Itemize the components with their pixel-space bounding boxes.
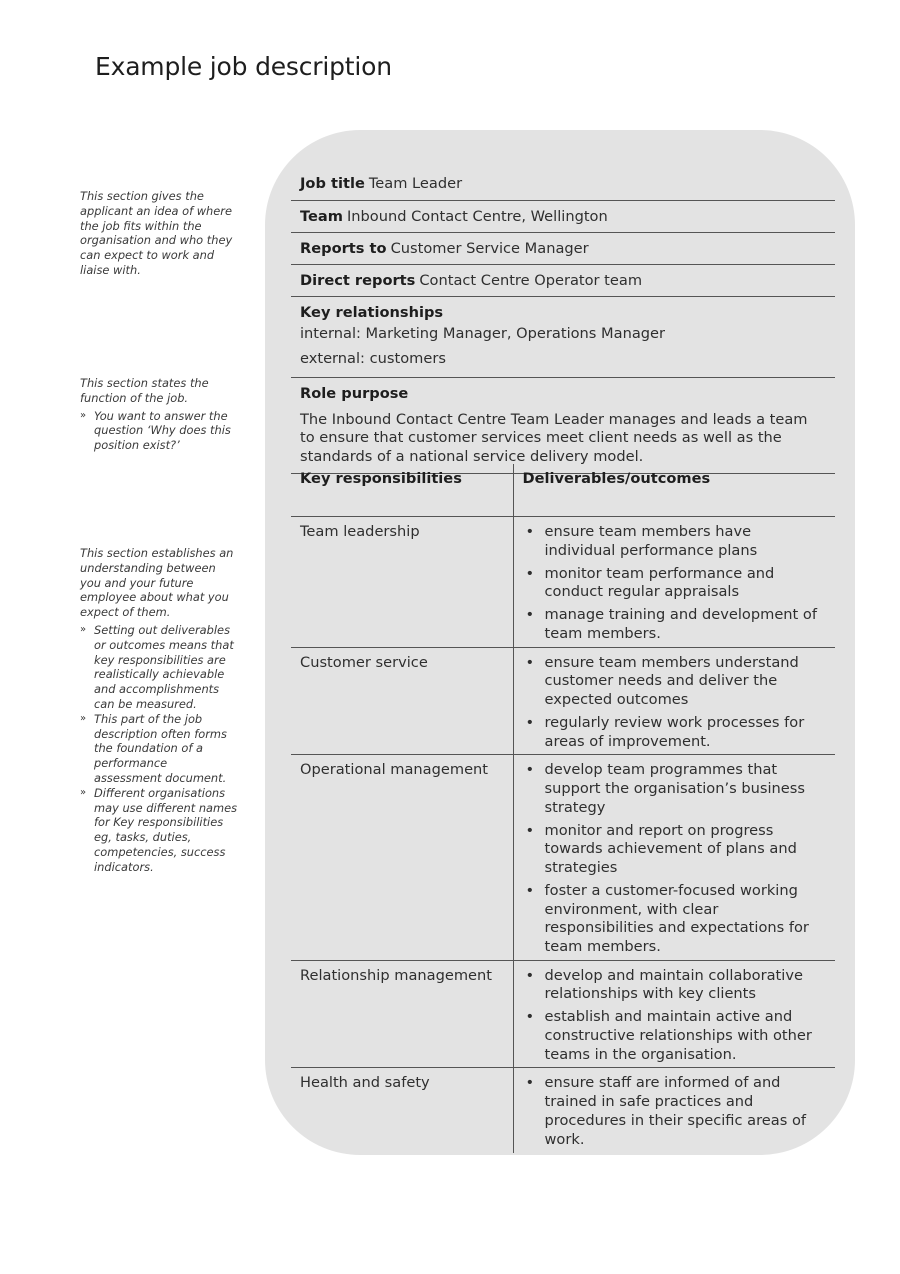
responsibility-area: Operational management xyxy=(291,755,513,960)
note-context xyxy=(80,189,238,278)
reports-to-label: Reports to xyxy=(300,240,387,257)
deliverable-item: • monitor and report on progress towards achievement of plans and strategies xyxy=(523,822,827,878)
page-title: Example job description xyxy=(95,52,392,81)
reports-to-row xyxy=(291,233,835,265)
responsibility-area: Customer service xyxy=(291,647,513,755)
deliverable-item: • develop and maintain collaborative relationships with key clients xyxy=(523,967,827,1004)
note-role-purpose-intro: This section states the function of the job. xyxy=(80,376,209,405)
deliverable-item: • ensure team members have individual performance plans xyxy=(523,523,827,560)
deliverable-item: • foster a customer-focused working environment, with clear responsibilities and expectations for team members. xyxy=(523,882,827,957)
responsibility-area: Health and safety xyxy=(291,1068,513,1153)
deliverable-item: • establish and maintain active and constructive relationships with other teams in the organisation. xyxy=(523,1008,827,1064)
role-purpose-row xyxy=(291,378,835,474)
responsibilities-table xyxy=(291,464,835,1153)
note-bullet: » You want to answer the question ‘Why does this position exist?’ xyxy=(80,409,238,453)
deliverable-item: • regularly review work processes for areas of improvement. xyxy=(523,714,827,751)
note-role-purpose xyxy=(80,376,238,453)
deliverables-cell xyxy=(513,647,835,755)
note-responsibilities xyxy=(80,546,238,875)
table-row xyxy=(291,1068,835,1153)
responsibility-area: Team leadership xyxy=(291,517,513,648)
table-row xyxy=(291,960,835,1068)
deliverable-item: • manage training and development of team members. xyxy=(523,606,827,643)
table-row xyxy=(291,755,835,960)
deliverable-item: • ensure staff are informed of and trained in safe practices and procedures in their specific areas of work. xyxy=(523,1074,827,1149)
job-info xyxy=(291,164,835,474)
key-relationships-row xyxy=(291,297,835,378)
note-responsibilities-intro: This section establishes an understanding between you and your future employee about what you expect of them. xyxy=(80,546,234,620)
deliverables-cell xyxy=(513,1068,835,1153)
deliverable-item: • ensure team members understand customer needs and deliver the expected outcomes xyxy=(523,654,827,710)
direct-reports-row xyxy=(291,265,835,297)
job-title-row xyxy=(291,164,835,201)
deliverable-item: • develop team programmes that support the organisation’s business strategy xyxy=(523,761,827,817)
role-purpose-label: Role purpose xyxy=(300,385,409,402)
team-label: Team xyxy=(300,208,343,225)
direct-reports-value: Contact Centre Operator team xyxy=(419,272,643,289)
reports-to-value: Customer Service Manager xyxy=(390,240,589,257)
job-title-label: Job title xyxy=(300,174,365,192)
job-title-value: Team Leader xyxy=(368,174,463,192)
note-bullet: » This part of the job description often forms the foundation of a performance assessment document. xyxy=(80,712,238,786)
note-role-purpose-list xyxy=(80,409,238,453)
responsibility-area: Relationship management xyxy=(291,960,513,1068)
team-value: Inbound Contact Centre, Wellington xyxy=(346,208,608,225)
team-row xyxy=(291,201,835,233)
header-key-responsibilities: Key responsibilities xyxy=(291,464,513,517)
key-relationships-internal: internal: Marketing Manager, Operations Manager xyxy=(300,325,666,342)
table-row xyxy=(291,517,835,648)
note-bullet: » Different organisations may use different names for Key responsibilities eg, tasks, duties, competencies, success indicators. xyxy=(80,786,238,875)
direct-reports-label: Direct reports xyxy=(300,272,416,289)
deliverable-item: • monitor team performance and conduct regular appraisals xyxy=(523,565,827,602)
role-purpose-text: The Inbound Contact Centre Team Leader manages and leads a team to ensure that customer services meet client needs as well as the standards of a national service delivery model. xyxy=(300,410,808,465)
header-deliverables: Deliverables/outcomes xyxy=(513,464,835,517)
key-relationships-label: Key relationships xyxy=(300,304,444,321)
deliverables-cell xyxy=(513,517,835,648)
deliverables-cell xyxy=(513,755,835,960)
table-header-row xyxy=(291,464,835,517)
key-relationships-external: external: customers xyxy=(300,349,446,367)
table-row xyxy=(291,647,835,755)
note-context-text: This section gives the applicant an idea of where the job fits within the organisation and who they can expect to work and liaise with. xyxy=(80,189,233,277)
note-responsibilities-list xyxy=(80,623,238,875)
note-bullet: » Setting out deliverables or outcomes means that key responsibilities are realistically achievable and accomplishments can be measured. xyxy=(80,623,238,712)
deliverables-cell xyxy=(513,960,835,1068)
